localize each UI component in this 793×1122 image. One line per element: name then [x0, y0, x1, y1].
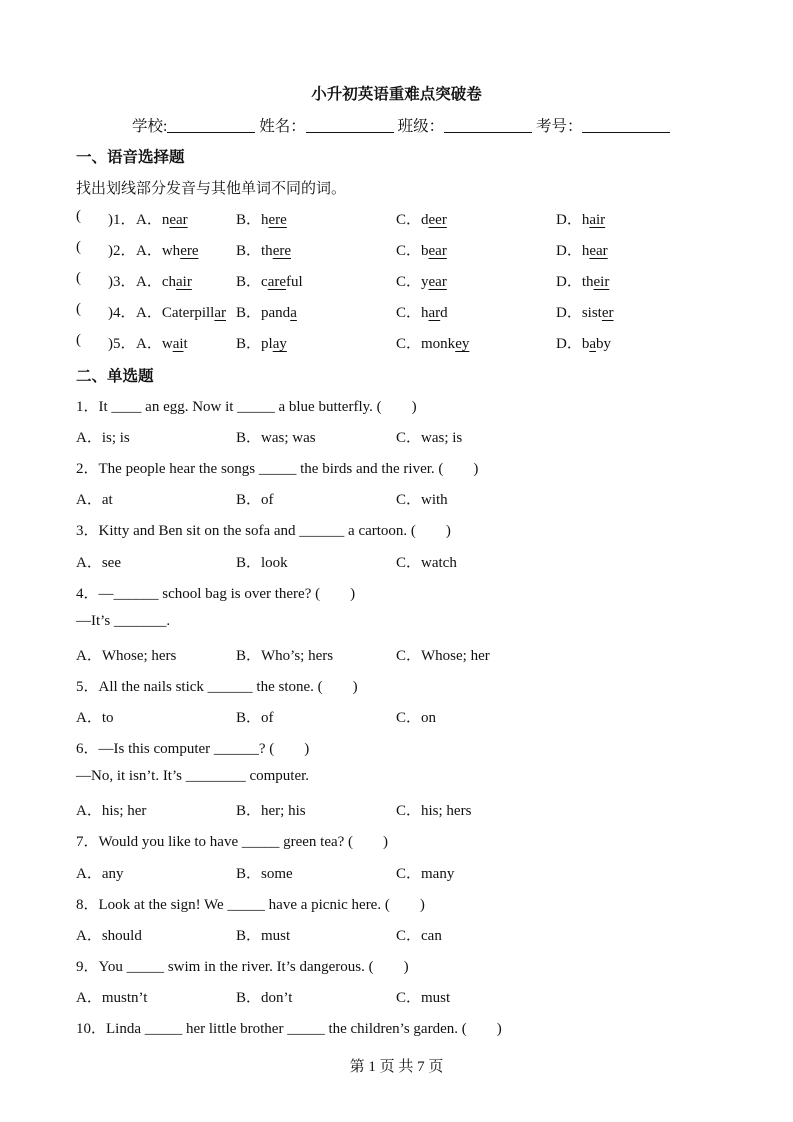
underlined-letters: air	[589, 212, 606, 228]
underlined-letters: er	[601, 305, 614, 321]
underlined-letters: air	[176, 274, 192, 290]
question-text: 6．—Is this computer ______? ( )	[76, 741, 310, 757]
option-label: A．	[136, 243, 162, 259]
option-b: B．don’t	[236, 990, 293, 1006]
word-suffix: d	[440, 305, 448, 321]
phonics-item	[0, 239, 793, 261]
option-label: D．	[556, 336, 582, 352]
question-text: 7．Would you like to have _____ green tea? ( )	[76, 834, 389, 850]
section2-heading: 二、单选题	[76, 368, 154, 385]
word-suffix: ful	[286, 274, 303, 290]
option-a: A．see	[76, 555, 121, 571]
word-prefix: pl	[261, 336, 273, 352]
question-number: )3．	[108, 274, 136, 290]
word-prefix: b	[421, 243, 429, 259]
phonics-item	[0, 301, 793, 323]
option-b	[236, 208, 287, 229]
option-label: B．	[236, 336, 262, 352]
answer-paren: (	[76, 239, 81, 255]
option-label: B．	[236, 212, 262, 228]
answer-paren: (	[76, 332, 81, 348]
underlined-letters: a	[290, 305, 297, 321]
underlined-letters: ear	[428, 274, 447, 290]
option-b: B．some	[236, 866, 293, 882]
exam-no-label: 考号：	[535, 118, 583, 135]
option-label: B．	[236, 274, 262, 290]
underlined-letters: ere	[268, 212, 287, 228]
phonics-item	[0, 270, 793, 292]
options-row	[0, 488, 793, 510]
option-d	[556, 301, 614, 322]
underlined-letters: ar	[428, 305, 441, 321]
option-b: B．look	[236, 555, 288, 571]
underlined-letters: ar	[214, 305, 226, 321]
answer-paren: (	[76, 270, 81, 286]
option-label: A．	[136, 274, 162, 290]
word-prefix: w	[161, 336, 173, 352]
options-row	[0, 924, 793, 946]
question-text: 2．The people hear the songs _____ the birds and the river. ( )	[76, 461, 479, 477]
class-blank	[444, 117, 532, 133]
option-label: C．	[396, 336, 422, 352]
option-c: C．was; is	[396, 430, 463, 446]
option-c: C．Whose; her	[396, 648, 490, 664]
school-blank	[167, 117, 255, 133]
options-row	[0, 644, 793, 666]
question-number: )5．	[108, 336, 136, 352]
option-label: A．	[136, 305, 162, 321]
option-c: C．must	[396, 990, 451, 1006]
underlined-letters: ay	[272, 336, 287, 352]
student-info-line	[132, 114, 670, 136]
underlined-letters: ere	[180, 243, 199, 259]
word-prefix: ch	[161, 274, 177, 290]
option-c	[396, 239, 447, 260]
word-prefix: Caterpill	[161, 305, 215, 321]
option-c: C．watch	[396, 555, 457, 571]
question-text: 4．—______ school bag is over there? ( )	[76, 586, 356, 602]
option-label: C．	[396, 243, 422, 259]
option-b: B．of	[236, 710, 274, 726]
option-label: A．	[136, 212, 162, 228]
word-suffix: t	[183, 336, 188, 352]
question-text: 3．Kitty and Ben sit on the sofa and ______ a cartoon. ( )	[76, 523, 451, 539]
word-prefix: y	[421, 274, 429, 290]
underlined-letters: eir	[593, 274, 610, 290]
option-a: A．Whose; hers	[76, 648, 177, 664]
option-c: C．with	[396, 492, 448, 508]
name-blank	[306, 117, 394, 133]
word-prefix: d	[421, 212, 429, 228]
question-text: 10．Linda _____ her little brother _____ the children’s garden. ( )	[76, 1021, 502, 1037]
underlined-letters: ear	[169, 212, 188, 228]
underlined-letters: eer	[428, 212, 447, 228]
question-text: 8．Look at the sign! We _____ have a picnic here. ( )	[76, 897, 425, 913]
option-d	[556, 239, 608, 260]
option-b: B．was; was	[236, 430, 316, 446]
options-row	[0, 706, 793, 728]
underlined-letters: are	[267, 274, 286, 290]
class-label: 班级：	[397, 118, 445, 135]
phonics-item	[0, 332, 793, 354]
option-b: B．of	[236, 492, 274, 508]
question-number: )2．	[108, 243, 136, 259]
underlined-letters: ere	[272, 243, 291, 259]
option-a	[136, 239, 199, 260]
options-row	[0, 986, 793, 1008]
option-b	[236, 332, 287, 353]
option-a: A．at	[76, 492, 113, 508]
option-label: B．	[236, 243, 262, 259]
word-suffix: by	[596, 336, 612, 352]
underlined-letters: ear	[589, 243, 608, 259]
option-a: A．to	[76, 710, 114, 726]
option-b: B．Who’s; hers	[236, 648, 334, 664]
option-a: A．is; is	[76, 430, 130, 446]
option-label: D．	[556, 212, 582, 228]
option-a	[136, 270, 192, 291]
option-a	[136, 208, 188, 229]
exam-no-blank	[582, 117, 670, 133]
option-b	[236, 301, 297, 322]
option-b: B．must	[236, 928, 291, 944]
school-label: 学校:	[132, 118, 168, 135]
page-footer: 第 1 页 共 7 页	[349, 1059, 444, 1075]
page-title: 小升初英语重难点突破卷	[311, 86, 482, 103]
options-row	[0, 862, 793, 884]
options-row	[0, 426, 793, 448]
option-c: C．on	[396, 710, 437, 726]
option-label: A．	[136, 336, 162, 352]
word-prefix: h	[581, 243, 590, 259]
name-label: 姓名：	[259, 118, 306, 135]
option-a: A．any	[76, 866, 124, 882]
option-a: A．should	[76, 928, 142, 944]
question-number: )1．	[108, 212, 136, 228]
question-number: )4．	[108, 305, 136, 321]
word-prefix: h	[421, 305, 429, 321]
option-c	[396, 208, 447, 229]
option-label: D．	[556, 274, 582, 290]
answer-paren: (	[76, 301, 81, 317]
option-a	[136, 332, 188, 353]
option-label: C．	[396, 305, 422, 321]
option-a	[136, 301, 226, 322]
underlined-letters: ey	[455, 336, 470, 352]
options-row	[0, 551, 793, 573]
question-text: —No, it isn’t. It’s ________ computer.	[76, 768, 310, 784]
underlined-letters: ear	[428, 243, 447, 259]
option-a: A．his; her	[76, 803, 147, 819]
option-c: C．many	[396, 866, 455, 882]
option-label: C．	[396, 212, 422, 228]
option-c	[396, 301, 448, 322]
option-d	[556, 270, 609, 291]
option-c	[396, 270, 447, 291]
option-d	[556, 332, 611, 353]
option-b: B．her; his	[236, 803, 306, 819]
phonics-item	[0, 208, 793, 230]
word-prefix: th	[261, 243, 273, 259]
option-label: B．	[236, 305, 262, 321]
word-prefix: sist	[581, 305, 602, 321]
option-label: D．	[556, 243, 582, 259]
word-prefix: c	[261, 274, 268, 290]
question-text: 1．It ____ an egg. Now it _____ a blue butterfly. ( )	[76, 399, 417, 415]
word-prefix: th	[581, 274, 594, 290]
word-prefix: monk	[421, 336, 456, 352]
word-prefix: h	[581, 212, 590, 228]
option-c: C．his; hers	[396, 803, 472, 819]
question-text: 9．You _____ swim in the river. It’s dangerous. ( )	[76, 959, 409, 975]
option-c: C．can	[396, 928, 442, 944]
question-text: 5．All the nails stick ______ the stone. ( )	[76, 679, 358, 695]
underlined-letters: ai	[172, 336, 184, 352]
answer-paren: (	[76, 208, 81, 224]
question-text: —It’s _______.	[76, 613, 171, 629]
word-prefix: n	[161, 212, 170, 228]
section1-heading: 一、语音选择题	[76, 149, 185, 166]
section1-instruction: 找出划线部分发音与其他单词不同的词。	[76, 181, 347, 197]
word-prefix: b	[581, 336, 590, 352]
word-prefix: pand	[261, 305, 291, 321]
options-row	[0, 799, 793, 821]
option-label: C．	[396, 274, 422, 290]
word-prefix: h	[261, 212, 269, 228]
option-b	[236, 270, 303, 291]
option-c	[396, 332, 469, 353]
option-a: A．mustn’t	[76, 990, 148, 1006]
option-b	[236, 239, 291, 260]
option-label: D．	[556, 305, 582, 321]
underlined-letters: a	[589, 336, 597, 352]
option-d	[556, 208, 605, 229]
word-prefix: wh	[161, 243, 181, 259]
